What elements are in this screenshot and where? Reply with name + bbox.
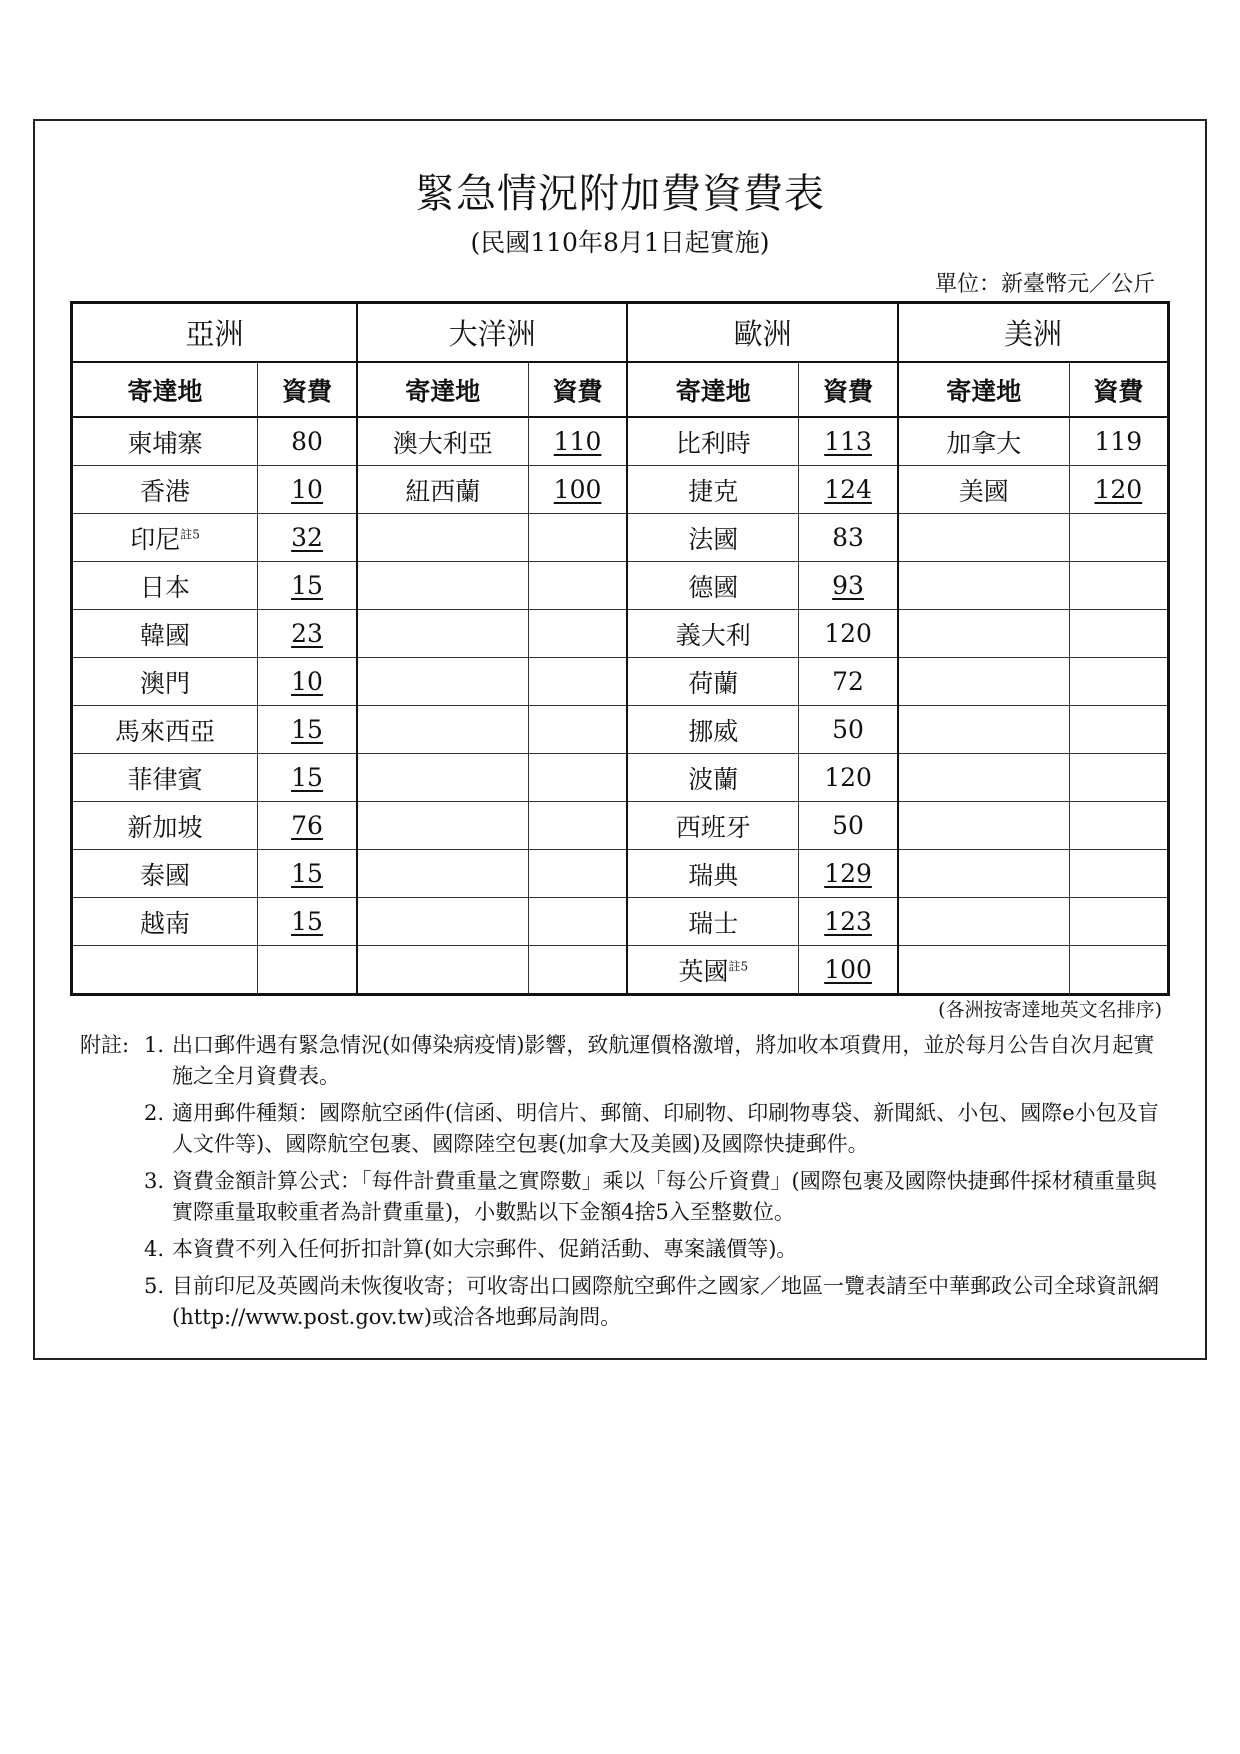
destination-cell (357, 898, 528, 946)
note-text: 出口郵件遇有緊急情況(如傳染病疫情)影響，致航運價格激增，將加收本項費用，並於每月公告自次月起實施之全月資費表。 (172, 1033, 1155, 1088)
destination-cell (627, 946, 798, 995)
col-header-fee: 資費 (1069, 362, 1168, 417)
page-title: 緊急情況附加費資費表 (415, 171, 825, 217)
fee-value: 129 (824, 859, 872, 888)
page-subtitle: (民國110年8月1日起實施) (470, 228, 770, 257)
fee-value: 120 (1094, 475, 1143, 504)
destination-name: 波蘭 (688, 764, 739, 794)
rate-table (70, 301, 1170, 996)
fee-cell (799, 514, 898, 562)
destination-cell (898, 802, 1069, 850)
fee-value: 10 (291, 475, 323, 504)
table-row (72, 658, 1169, 706)
destination-cell (627, 850, 798, 898)
destination-cell (72, 706, 258, 754)
destination-name: 泰國 (140, 860, 191, 890)
fee-value: 72 (832, 667, 864, 696)
fee-cell (258, 658, 357, 706)
destination-cell (357, 562, 528, 610)
fee-value: 113 (824, 427, 872, 456)
table-row (72, 802, 1169, 850)
destination-cell (72, 754, 258, 802)
destination-cell (627, 417, 798, 466)
table-row (72, 898, 1169, 946)
fee-cell (1069, 417, 1168, 466)
destination-name: 新加坡 (127, 812, 203, 842)
destination-cell (357, 658, 528, 706)
destination-cell (72, 850, 258, 898)
destination-name: 捷克 (688, 476, 739, 506)
note-item (80, 1166, 1170, 1228)
fee-value: 80 (291, 427, 323, 456)
destination-cell (898, 466, 1069, 514)
destination-name: 荷蘭 (688, 668, 739, 698)
destination-name: 香港 (140, 476, 191, 506)
destination-name: 加拿大 (946, 428, 1022, 458)
fee-cell (528, 562, 627, 610)
fee-cell (258, 802, 357, 850)
fee-value: 123 (824, 907, 872, 936)
fee-cell (1069, 946, 1168, 995)
fee-cell (1069, 898, 1168, 946)
fee-cell (1069, 850, 1168, 898)
col-header-fee: 資費 (258, 362, 357, 417)
destination-cell (627, 898, 798, 946)
sort-note: (各洲按寄達地英文名排序) (938, 999, 1162, 1021)
fee-cell (258, 898, 357, 946)
fee-cell (799, 610, 898, 658)
fee-cell (1069, 706, 1168, 754)
destination-cell (72, 562, 258, 610)
fee-cell (258, 850, 357, 898)
notes-label: 附註: (80, 1033, 130, 1057)
fee-cell (1069, 466, 1168, 514)
destination-cell (72, 466, 258, 514)
fee-cell (258, 706, 357, 754)
table-row (72, 610, 1169, 658)
fee-cell (528, 754, 627, 802)
unit-label: 單位：新臺幣元／公斤 (934, 272, 1155, 297)
destination-cell (627, 802, 798, 850)
fee-value: 100 (824, 955, 872, 984)
fee-cell (528, 610, 627, 658)
destination-cell (627, 658, 798, 706)
col-header-dest: 寄達地 (898, 362, 1069, 417)
region-asia: 亞洲 (72, 303, 357, 363)
destination-name: 澳門 (140, 668, 191, 698)
fee-value: 15 (291, 715, 323, 744)
destination-name: 法國 (688, 524, 739, 554)
destination-name: 韓國 (140, 620, 191, 650)
fee-value: 124 (824, 475, 872, 504)
fee-cell (799, 562, 898, 610)
note-number: 1. (144, 1033, 165, 1057)
table-row (72, 417, 1169, 466)
fee-value: 15 (291, 907, 323, 936)
fee-cell (258, 610, 357, 658)
fee-value: 120 (824, 763, 872, 792)
destination-cell (898, 514, 1069, 562)
destination-cell (357, 706, 528, 754)
fee-cell (799, 898, 898, 946)
note-item (80, 1098, 1170, 1160)
col-header-dest: 寄達地 (72, 362, 258, 417)
region-americas: 美洲 (898, 303, 1169, 363)
fee-value: 15 (291, 571, 323, 600)
region-europe: 歐洲 (627, 303, 898, 363)
fee-cell (1069, 514, 1168, 562)
destination-name: 德國 (688, 572, 739, 602)
fee-cell (528, 946, 627, 995)
destination-cell (627, 562, 798, 610)
fee-cell (799, 466, 898, 514)
destination-cell (72, 802, 258, 850)
fee-cell (528, 802, 627, 850)
destination-cell (357, 946, 528, 995)
fee-cell (258, 514, 357, 562)
fee-value: 100 (553, 475, 602, 504)
destination-cell (357, 417, 528, 466)
note-number: 3. (144, 1169, 165, 1193)
note-number: 5. (144, 1274, 165, 1298)
destination-cell (357, 754, 528, 802)
destination-cell (898, 850, 1069, 898)
destination-name: 日本 (140, 572, 191, 602)
destination-cell (898, 898, 1069, 946)
fee-cell (528, 658, 627, 706)
destination-name: 澳大利亞 (392, 428, 493, 458)
fee-cell (1069, 562, 1168, 610)
destination-cell (357, 850, 528, 898)
destination-cell (627, 466, 798, 514)
fee-value: 50 (832, 811, 864, 840)
note-item (80, 1271, 1170, 1333)
destination-cell (72, 514, 258, 562)
destination-cell (898, 946, 1069, 995)
fee-value: 76 (291, 811, 323, 840)
destination-cell (898, 562, 1069, 610)
fee-cell (1069, 610, 1168, 658)
destination-name: 西班牙 (675, 812, 751, 842)
fee-cell (1069, 802, 1168, 850)
destination-cell (72, 610, 258, 658)
col-header-dest: 寄達地 (357, 362, 528, 417)
fee-value: 120 (824, 619, 872, 648)
footnote-marker: 註5 (180, 527, 200, 542)
fee-cell (799, 417, 898, 466)
fee-cell (799, 802, 898, 850)
fee-cell (528, 706, 627, 754)
fee-cell (1069, 754, 1168, 802)
note-item (80, 1234, 1170, 1265)
destination-name: 越南 (140, 908, 191, 938)
destination-name: 馬來西亞 (115, 716, 216, 746)
fee-cell (799, 850, 898, 898)
destination-name: 比利時 (675, 428, 751, 458)
destination-cell (898, 417, 1069, 466)
table-row (72, 466, 1169, 514)
destination-name: 義大利 (675, 620, 751, 650)
note-number: 2. (144, 1101, 165, 1125)
fee-cell (799, 754, 898, 802)
fee-value: 15 (291, 859, 323, 888)
destination-cell (72, 946, 258, 995)
fee-cell (258, 946, 357, 995)
note-text: 適用郵件種類：國際航空函件(信函、明信片、郵簡、印刷物、印刷物專袋、新聞紙、小包、國際e小包及盲人文件等)、國際航空包裹、國際陸空包裹(加拿大及美國)及國際快捷郵件。 (172, 1101, 1159, 1156)
destination-cell (627, 610, 798, 658)
destination-name: 紐西蘭 (405, 476, 481, 506)
destination-cell (72, 658, 258, 706)
destination-cell (357, 610, 528, 658)
fee-cell (528, 417, 627, 466)
fee-cell (258, 754, 357, 802)
fee-value: 93 (832, 571, 864, 600)
fee-cell (528, 850, 627, 898)
col-header-fee: 資費 (799, 362, 898, 417)
fee-value: 15 (291, 763, 323, 792)
destination-name: 瑞士 (688, 908, 739, 938)
destination-name: 印尼 (130, 524, 181, 554)
destination-name: 柬埔寨 (127, 428, 203, 458)
fee-cell (258, 417, 357, 466)
fee-cell (799, 706, 898, 754)
destination-cell (898, 658, 1069, 706)
note-text: 本資費不列入任何折扣計算(如大宗郵件、促銷活動、專案議價等)。 (172, 1237, 798, 1261)
destination-cell (72, 417, 258, 466)
note-text: 目前印尼及英國尚未恢復收寄；可收寄出口國際航空郵件之國家／地區一覽表請至中華郵政公司全球資訊網(http://www.post.gov.tw)或洽各地郵局詢問。 (172, 1274, 1159, 1329)
destination-name: 瑞典 (688, 860, 739, 890)
fee-value: 32 (291, 523, 323, 552)
region-oceania: 大洋洲 (357, 303, 628, 363)
fee-cell (258, 562, 357, 610)
table-row (72, 706, 1169, 754)
destination-name: 菲律賓 (127, 764, 203, 794)
table-row (72, 946, 1169, 995)
footnote-marker: 註5 (728, 959, 749, 974)
col-header-fee: 資費 (528, 362, 627, 417)
table-row (72, 514, 1169, 562)
fee-value: 83 (832, 523, 864, 552)
fee-cell (528, 898, 627, 946)
table-row (72, 562, 1169, 610)
fee-value: 23 (291, 619, 323, 648)
fee-cell (1069, 658, 1168, 706)
fee-value: 110 (553, 427, 602, 456)
fee-cell (528, 514, 627, 562)
destination-name: 英國 (678, 956, 729, 986)
destination-name: 挪威 (688, 716, 739, 746)
column-header-row (72, 362, 1169, 417)
note-number: 4. (144, 1237, 165, 1261)
fee-value: 10 (291, 667, 323, 696)
table-row (72, 754, 1169, 802)
note-item (80, 1030, 1170, 1092)
table-row (72, 850, 1169, 898)
destination-cell (357, 466, 528, 514)
fee-value: 119 (1094, 427, 1143, 456)
destination-cell (627, 754, 798, 802)
notes-list (80, 1030, 1170, 1333)
fee-value: 50 (832, 715, 864, 744)
fee-cell (799, 946, 898, 995)
region-header-row (72, 303, 1169, 363)
notes-section (80, 1030, 1170, 1339)
destination-cell (898, 754, 1069, 802)
destination-cell (898, 610, 1069, 658)
fee-cell (258, 466, 357, 514)
destination-cell (357, 514, 528, 562)
destination-cell (898, 706, 1069, 754)
fee-cell (799, 658, 898, 706)
destination-name: 美國 (958, 476, 1009, 506)
destination-cell (627, 514, 798, 562)
destination-cell (72, 898, 258, 946)
note-text: 資費金額計算公式：「每件計費重量之實際數」乘以「每公斤資費」(國際包裹及國際快捷郵件採材積重量與實際重量取較重者為計費重量)，小數點以下金額4捨5入至整數位。 (172, 1169, 1157, 1224)
destination-cell (357, 802, 528, 850)
destination-cell (627, 706, 798, 754)
fee-cell (528, 466, 627, 514)
col-header-dest: 寄達地 (627, 362, 798, 417)
